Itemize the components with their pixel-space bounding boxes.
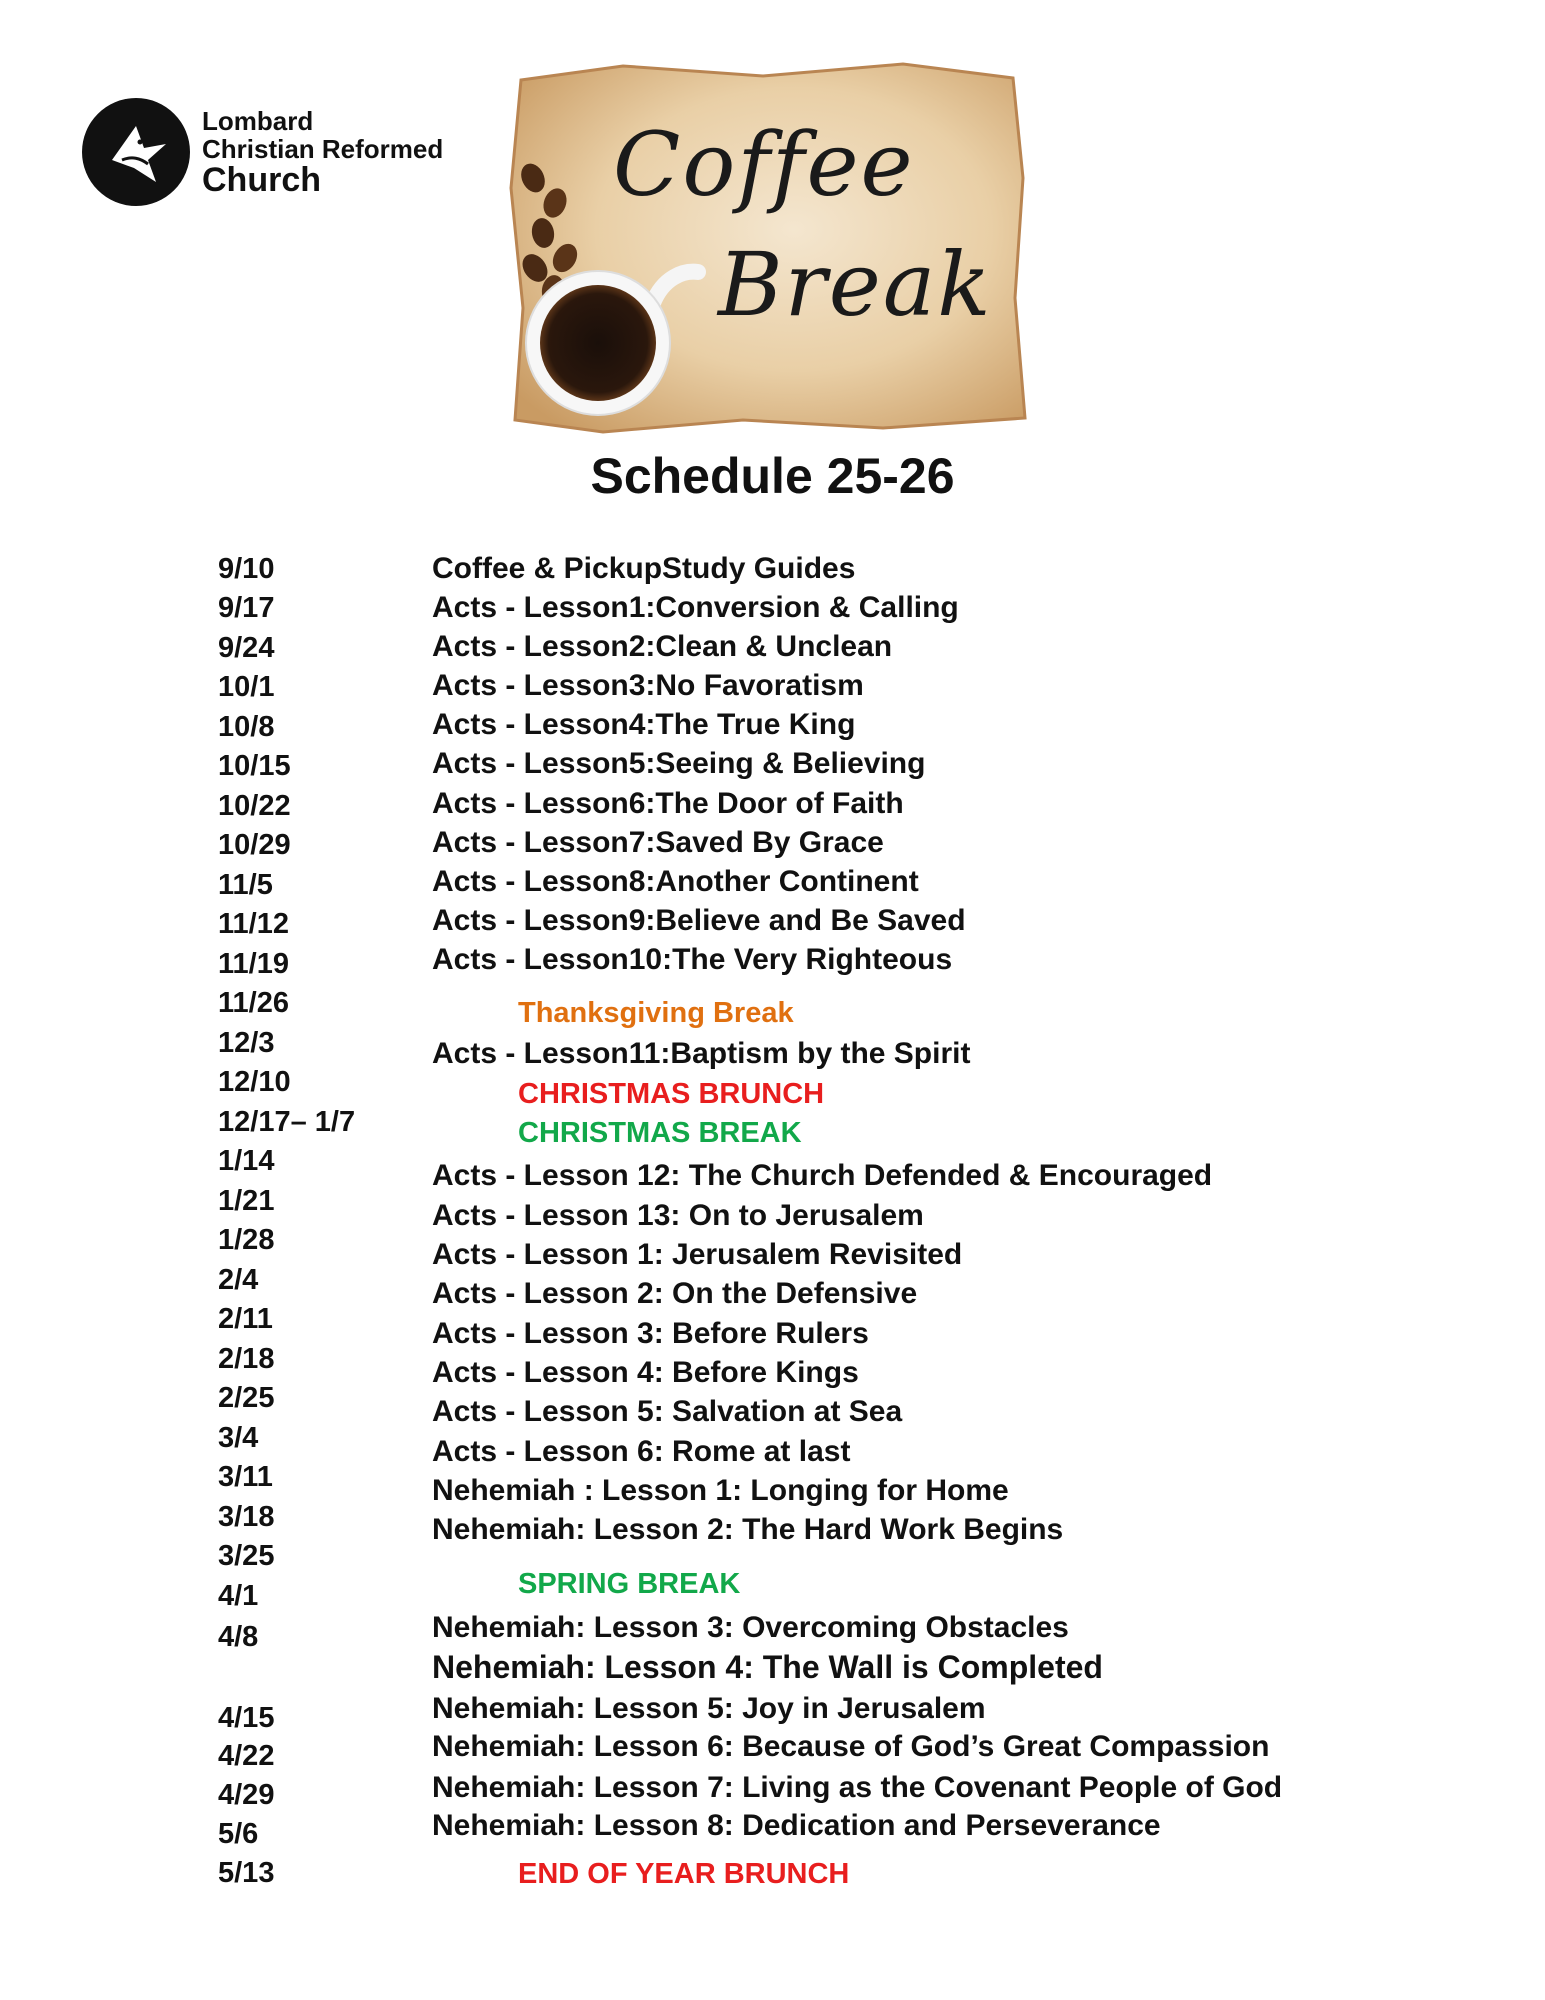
schedule-lesson: Acts - Lesson10:The Very Righteous (432, 943, 953, 976)
schedule-lesson: Nehemiah: Lesson 2: The Hard Work Begins (432, 1513, 1064, 1546)
schedule-date: 3/25 (218, 1540, 275, 1572)
schedule-lesson: Acts - Lesson11:Baptism by the Spirit (432, 1037, 971, 1070)
schedule-date: 2/4 (218, 1264, 259, 1296)
schedule-lesson: Nehemiah: Lesson 4: The Wall is Completed (432, 1649, 1103, 1685)
schedule-date: 2/11 (218, 1303, 273, 1335)
schedule-lesson: Nehemiah: Lesson 7: Living as the Covenant People of God (432, 1771, 1283, 1804)
schedule-date: 10/15 (218, 750, 291, 782)
church-name-line1: Lombard (202, 106, 314, 136)
schedule-lesson: Acts - Lesson5:Seeing & Believing (432, 747, 926, 780)
schedule-lesson: Acts - Lesson6:The Door of Faith (432, 787, 904, 820)
schedule-lesson: Acts - Lesson 3: Before Rulers (432, 1317, 869, 1350)
schedule-date: 3/4 (218, 1422, 259, 1454)
schedule-lesson: Acts - Lesson 1: Jerusalem Revisited (432, 1238, 963, 1271)
schedule-date: 4/22 (218, 1740, 275, 1772)
schedule-lesson: Acts - Lesson 6: Rome at last (432, 1435, 851, 1468)
banner-title-coffee: Coffee (613, 113, 915, 216)
church-name-line3: Church (202, 161, 321, 199)
schedule-date: 4/1 (218, 1580, 259, 1612)
schedule-lesson: Acts - Lesson9:Believe and Be Saved (432, 904, 966, 937)
schedule-lesson: Nehemiah : Lesson 1: Longing for Home (432, 1474, 1009, 1507)
schedule-lesson: Acts - Lesson 12: The Church Defended & Encouraged (432, 1159, 1213, 1192)
thanksgiving-break-label: Thanksgiving Break (518, 997, 794, 1029)
schedule-date: 12/17– 1/7 (218, 1106, 356, 1138)
banner-title-break: Break (718, 233, 993, 336)
schedule-date: 10/8 (218, 711, 275, 743)
schedule-lesson: Acts - Lesson3:No Favoratism (432, 669, 864, 702)
schedule-lesson: Acts - Lesson4:The True King (432, 708, 856, 741)
schedule-date: 9/10 (218, 553, 275, 585)
spring-break-label: SPRING BREAK (518, 1568, 741, 1600)
schedule-lesson: Coffee & PickupStudy Guides (432, 552, 856, 585)
schedule-date: 4/8 (218, 1621, 259, 1653)
schedule-lesson: Nehemiah: Lesson 6: Because of God’s Great Compassion (432, 1730, 1270, 1763)
schedule-lesson: Acts - Lesson 13: On to Jerusalem (432, 1199, 924, 1232)
schedule-date: 9/17 (218, 592, 275, 624)
schedule-lesson: Acts - Lesson8:Another Continent (432, 865, 919, 898)
schedule-date: 4/15 (218, 1702, 275, 1734)
end-of-year-brunch-label: END OF YEAR BRUNCH (518, 1858, 850, 1890)
schedule-date: 1/21 (218, 1185, 275, 1217)
schedule-date: 10/29 (218, 829, 291, 861)
church-name (202, 108, 443, 197)
schedule-date: 4/29 (218, 1779, 275, 1811)
christmas-brunch-label: CHRISTMAS BRUNCH (518, 1078, 825, 1110)
schedule-date: 5/13 (218, 1857, 275, 1889)
schedule-lesson: Acts - Lesson 5: Salvation at Sea (432, 1395, 903, 1428)
schedule-date: 9/24 (218, 632, 275, 664)
schedule-date: 5/6 (218, 1818, 259, 1850)
schedule-date: 1/14 (218, 1145, 275, 1177)
schedule-lesson: Acts - Lesson7:Saved By Grace (432, 826, 884, 859)
schedule-lesson: Nehemiah: Lesson 3: Overcoming Obstacles (432, 1611, 1069, 1644)
schedule-date: 10/1 (218, 671, 275, 703)
schedule-date: 11/5 (218, 869, 273, 901)
schedule-lesson: Nehemiah: Lesson 8: Dedication and Perseverance (432, 1809, 1161, 1842)
schedule-date: 3/18 (218, 1501, 275, 1533)
schedule-date: 2/18 (218, 1343, 275, 1375)
schedule-lesson: Acts - Lesson 4: Before Kings (432, 1356, 859, 1389)
schedule-date: 3/11 (218, 1461, 273, 1493)
schedule-date: 10/22 (218, 790, 291, 822)
schedule-date: 11/19 (218, 948, 289, 980)
schedule-lesson: Acts - Lesson1:Conversion & Calling (432, 591, 959, 624)
schedule-date: 2/25 (218, 1382, 275, 1414)
schedule-lesson: Acts - Lesson 2: On the Defensive (432, 1277, 918, 1310)
schedule-date: 11/26 (218, 987, 289, 1019)
page-title: Schedule 25-26 (590, 448, 955, 504)
schedule-date: 12/10 (218, 1066, 291, 1098)
schedule-date: 1/28 (218, 1224, 275, 1256)
schedule-date: 11/12 (218, 908, 289, 940)
christmas-break-label: CHRISTMAS BREAK (518, 1117, 802, 1149)
schedule-lesson: Acts - Lesson2:Clean & Unclean (432, 630, 893, 663)
church-name-line2: Christian Reformed (202, 134, 444, 164)
schedule-date: 12/3 (218, 1027, 275, 1059)
schedule-lesson: Nehemiah: Lesson 5: Joy in Jerusalem (432, 1692, 986, 1725)
coffee-break-banner (503, 58, 1031, 436)
dove-icon (82, 98, 190, 206)
church-logo (82, 98, 482, 218)
